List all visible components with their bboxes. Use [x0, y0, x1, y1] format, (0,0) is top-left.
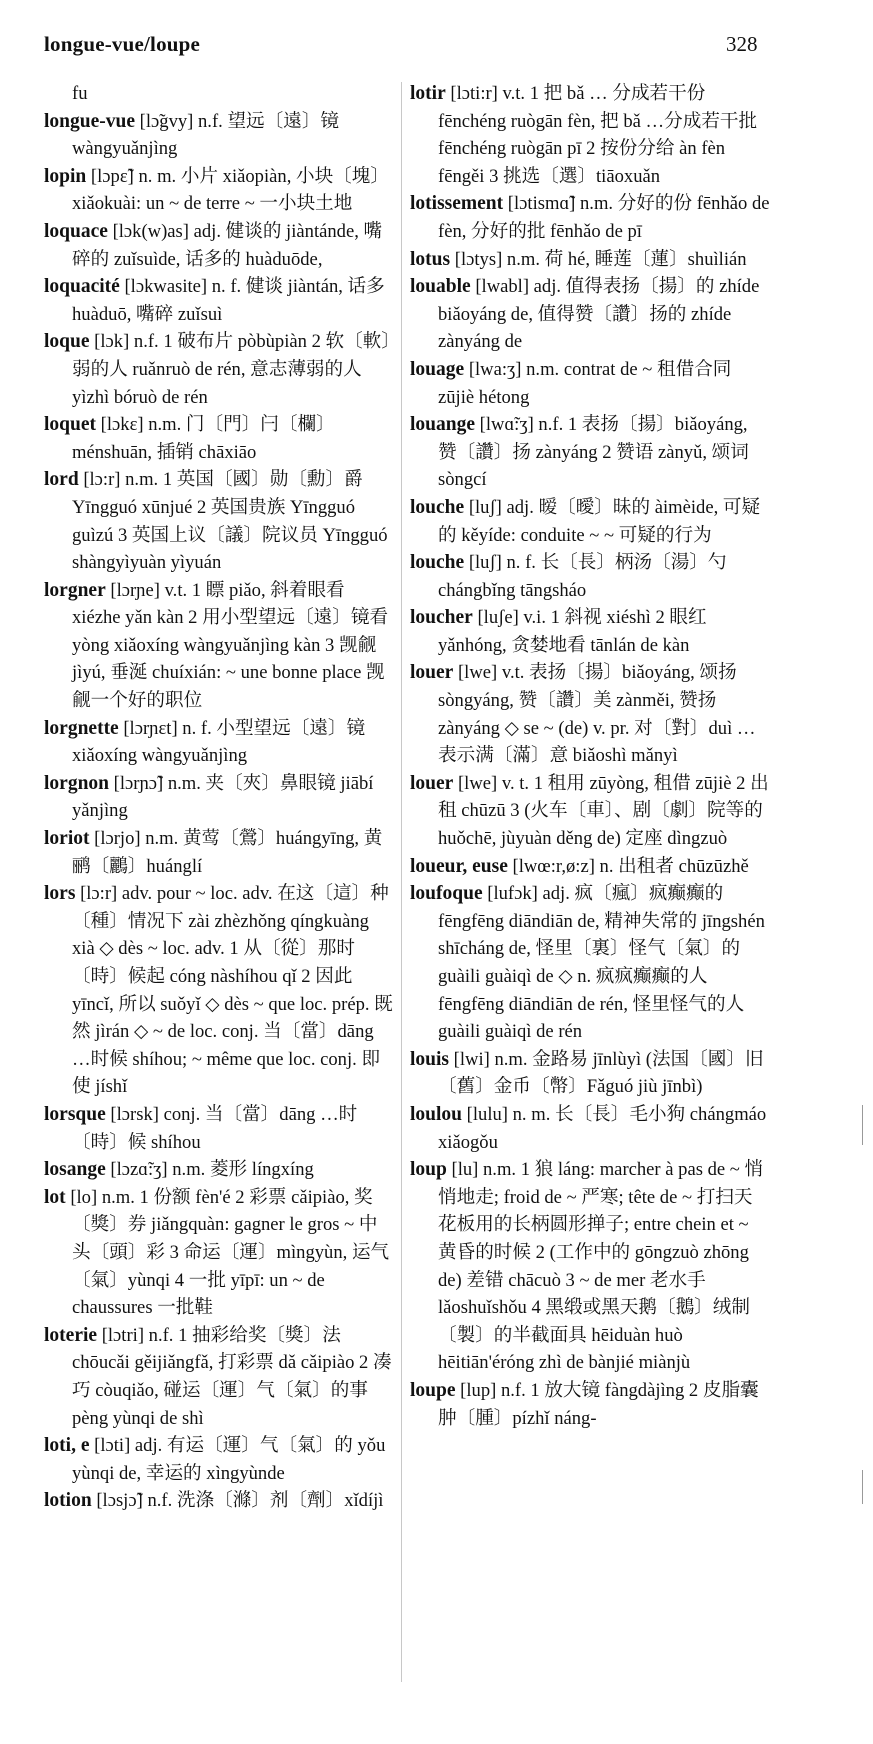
dictionary-entry — [410, 1377, 770, 1432]
dictionary-entry — [410, 356, 770, 411]
entry-headword: lorsque — [44, 1103, 106, 1125]
dictionary-entry — [410, 411, 770, 494]
dictionary-entry — [410, 770, 770, 853]
entry-definition: [luʃe] v.i. 1 斜视 xiéshì 2 眼红 yǎnhóng, 贪婪地看 tānlán de kàn — [438, 607, 707, 656]
entry-definition: [lɔ̃gvy] n.f. 望远〔遠〕镜 wàngyuǎnjìng — [72, 110, 340, 160]
dictionary-entry — [44, 1487, 396, 1515]
left-entries-list — [44, 108, 396, 1515]
entry-definition: [lɔtri] n.f. 1 抽彩给奖〔獎〕法 chōucǎi gěijiǎngfǎ, 打彩票 dǎ cǎipiào 2 凑巧 còuqiǎo, 碰运〔運〕气〔氣〕的事 pèng yùnqi de shì — [72, 1324, 392, 1429]
dictionary-entry — [44, 218, 396, 273]
entry-headword: loupe — [410, 1379, 456, 1401]
entry-headword: loueur, euse — [410, 855, 508, 877]
dictionary-entry — [44, 1322, 396, 1432]
entry-headword: louche — [410, 552, 465, 574]
entry-headword: louable — [410, 276, 471, 298]
dictionary-entry — [44, 108, 396, 163]
entry-definition: [lɔti:r] v.t. 1 把 bǎ … 分成若干份 fēnchéng ruògān fèn, 把 bǎ …分成若干批 fēnchéng ruògān pī 2 按份分给 àn fèn fēngěi 3 挑选〔選〕tiāoxuǎn — [438, 83, 758, 187]
dictionary-entry — [44, 1101, 396, 1156]
entry-headword: lorgner — [44, 579, 106, 601]
entry-headword: lotus — [410, 248, 451, 270]
entry-headword: lotissement — [410, 193, 504, 215]
dictionary-entry — [44, 825, 396, 880]
entry-headword: losange — [44, 1159, 106, 1181]
entry-headword: loufoque — [410, 883, 483, 905]
entry-definition: [lo] n.m. 1 份额 fèn'é 2 彩票 cǎipiào, 奖〔獎〕券 jiǎngquàn: gagner le gros ~ 中头〔頭〕彩 3 命运〔運〕mìngyùn, 运气〔氣〕yùnqi 4 一批 yīpī: un ~ de chaussures 一批鞋 — [65, 1186, 390, 1319]
running-head: longue-vue/loupe — [44, 32, 201, 56]
entry-definition: [lup] n.f. 1 放大镜 fàngdàjìng 2 皮脂囊肿〔腫〕pízhǐ náng- — [438, 1379, 759, 1429]
dictionary-entry — [410, 246, 770, 274]
entry-definition: [lwa:ʒ] n.m. contrat de ~ 租借合同 zūjiè hétong — [438, 358, 732, 408]
entry-definition: [lwœ:r,ø:z] n. 出租者 chūzūzhě — [507, 855, 749, 877]
entry-headword: louange — [410, 414, 476, 436]
dictionary-entry — [410, 659, 770, 769]
entry-definition: [lwɑ̃:ʒ] n.f. 1 表扬〔揚〕biǎoyáng, 赞〔讚〕扬 zànyáng 2 赞语 zànyǔ, 颂词 sòngcí — [438, 414, 749, 491]
dictionary-entry — [44, 328, 396, 411]
entry-headword: lotir — [410, 83, 446, 104]
entry-definition: [lɔsjɔ̃] n.f. 洗涤〔滌〕剂〔劑〕xǐdíjì — [91, 1490, 384, 1512]
dictionary-entry — [410, 494, 770, 549]
entry-headword: loti, e — [44, 1435, 90, 1457]
entry-headword: lord — [44, 469, 79, 491]
dictionary-entry — [410, 273, 770, 356]
left-column — [44, 80, 396, 1515]
entry-headword: loquace — [44, 220, 108, 242]
entry-definition: [lɔk] n.f. 1 破布片 pòbùpiàn 2 软〔軟〕弱的人 ruǎnruò de rén, 意志薄弱的人 yìzhì bóruò de rén — [72, 331, 391, 408]
dictionary-entry — [410, 1046, 770, 1101]
entry-headword: loque — [44, 331, 90, 353]
entry-headword: louage — [410, 358, 465, 380]
dictionary-entry — [410, 1156, 770, 1377]
right-entries-list — [410, 80, 770, 1432]
dictionary-entry — [44, 715, 396, 770]
entry-definition: [lu] n.m. 1 狼 láng: marcher à pas de ~ 悄悄地走; froid de ~ 严寒; tête de ~ 打扫天花板用的长柄圆形掸子; entre chein et ~ 黄昏的时候 2 (工作中的 gōngzuò zhōng de) 差错 chācuò 3 ~ de mer 老水手 lǎoshuǐshǒu 4 黑缎或黑天鹅〔鵝〕绒制〔製〕的半截面具 hēiduàn huò hēitiān'éróng zhì de bànjié miànjù — [438, 1159, 764, 1374]
entry-definition: [lwe] v. t. 1 租用 zūyòng, 租借 zūjiè 2 出租 chūzū 3 (火车〔車〕、剧〔劇〕院等的 huǒchē, jùyuàn děng de) 定座 dìngzuò — [438, 772, 769, 850]
entry-definition: [lɔtys] n.m. 荷 hé, 睡莲〔蓮〕shuìlián — [450, 248, 747, 270]
entry-definition: [lɔti] adj. 有运〔運〕气〔氣〕的 yǒu yùnqi de, 幸运的 xìngyùnde — [72, 1435, 386, 1484]
page-number: 328 — [726, 32, 758, 56]
entry-headword: lotion — [44, 1490, 92, 1512]
entry-definition: [lɔrɲe] v.t. 1 瞟 piǎo, 斜着眼看 xiézhe yǎn kàn 2 用小型望远〔遠〕镜看 yòng xiǎoxíng wàngyuǎnjìng kàn 3 觊觎 jìyú, 垂涎 chuíxián: ~ une bonne place 觊觎一个好的职位 — [72, 579, 389, 712]
entry-headword: lorgnette — [44, 717, 119, 739]
dictionary-entry — [44, 770, 396, 825]
continuation-text: fu — [72, 83, 88, 104]
dictionary-entry — [44, 1156, 396, 1184]
dictionary-entry — [44, 411, 396, 466]
entry-definition: [lɔtismɑ̃] n.m. 分好的份 fēnhǎo de fèn, 分好的批 fēnhǎo de pī — [438, 193, 770, 242]
entry-definition: [lɔrsk] conj. 当〔當〕dāng …时〔時〕候 shíhou — [72, 1103, 358, 1153]
entry-headword: loulou — [410, 1103, 463, 1125]
dictionary-entry — [410, 853, 770, 881]
entry-definition: [lwe] v.t. 表扬〔揚〕biǎoyáng, 颂扬 sòngyáng, 赞〔讚〕美 zànměi, 赞扬 zànyáng ◇ se ~ (de) v. pr. 对〔對〕duì …表示满〔滿〕意 biǎoshì mǎnyì — [438, 662, 756, 767]
entry-definition: [lɔrjo] n.m. 黄莺〔鶯〕huángyīng, 黄鹂〔鸝〕huánglí — [72, 828, 383, 877]
entry-definition: [lɔzɑ̃:ʒ] n.m. 菱形 língxíng — [105, 1159, 314, 1181]
right-column — [410, 80, 770, 1432]
entry-definition: [lɔkwasite] n. f. 健谈 jiàntán, 话多 huàduō, 嘴碎 zuǐsuì — [72, 276, 385, 325]
entry-definition: [luʃ] n. f. 长〔長〕柄汤〔湯〕勺 chángbǐng tāngsháo — [438, 552, 727, 601]
entry-definition: [lɔ:r] adv. pour ~ loc. adv. 在这〔這〕种〔種〕情况下 zài zhèzhǒng qíngkuàng xià ◇ dès ~ loc. adv. 1 从〔從〕那时〔時〕候起 cóng nàshíhou qǐ 2 因此 yīncǐ, 所以 suǒyǐ ◇ dès ~ que loc. prép. 既然 jìrán ◇ ~ de loc. conj. 当〔當〕dāng …时候 shíhou; ~ même que loc. conj. 即使 jíshǐ — [72, 883, 393, 1098]
entry-headword: loup — [410, 1159, 447, 1181]
margin-mark — [862, 1105, 863, 1145]
entry-headword: lopin — [44, 165, 87, 187]
entry-definition: [lɔpɛ̃] n. m. 小片 xiǎopiàn, 小块〔塊〕xiǎokuài: un ~ de terre ~ 一小块土地 — [72, 165, 389, 215]
dictionary-entry — [410, 604, 770, 659]
margin-mark — [862, 1470, 863, 1504]
entry-definition: [lɔrɲɔ̃] n.m. 夹〔夾〕鼻眼镜 jiābí yǎnjìng — [72, 772, 374, 822]
entry-headword: loterie — [44, 1324, 98, 1346]
entry-headword: louer — [410, 662, 454, 684]
entry-headword: loquacité — [44, 276, 120, 298]
entry-headword: lot — [44, 1186, 66, 1208]
dictionary-entry — [410, 880, 770, 1046]
entry-definition: [lɔ:r] n.m. 1 英国〔國〕勋〔勳〕爵 Yīngguó xūnjué 2 英国贵族 Yīngguó guìzú 3 英国上议〔議〕院议员 Yīngguó shàngyìyuàn yìyuán — [72, 469, 388, 574]
dictionary-entry — [410, 1101, 770, 1156]
entry-headword: loucher — [410, 607, 473, 629]
entry-headword: louer — [410, 772, 454, 794]
entry-definition: [lɔkɛ] n.m. 门〔門〕闩〔欄〕ménshuān, 插销 chāxiāo — [72, 414, 335, 463]
dictionary-entry — [44, 466, 396, 576]
dictionary-entry — [44, 1184, 396, 1322]
entry-definition: [lɔk(w)as] adj. 健谈的 jiàntánde, 嘴碎的 zuǐsuìde, 话多的 huàduōde, — [72, 220, 383, 270]
entry-definition: [luʃ] adj. 暧〔曖〕昧的 àimèide, 可疑的 kěyíde: conduite ~ ~ 可疑的行为 — [438, 496, 761, 546]
entry-headword: loriot — [44, 828, 90, 850]
entry-definition: [lɔrɲɛt] n. f. 小型望远〔遠〕镜 xiǎoxíng wàngyuǎnjìng — [72, 717, 366, 767]
dictionary-entry — [410, 549, 770, 604]
dictionary-entry — [44, 1432, 396, 1487]
dictionary-entry — [44, 163, 396, 218]
entry-definition: [lulu] n. m. 长〔長〕毛小狗 chángmáo xiǎogǒu — [438, 1103, 767, 1153]
entry-headword: longue-vue — [44, 110, 136, 132]
entry-definition: [lwi] n.m. 金路易 jīnlùyì (法国〔國〕旧〔舊〕金币〔幣〕Fǎguó jiù jīnbì) — [438, 1048, 764, 1098]
entry-definition: [lwabl] adj. 值得表扬〔揚〕的 zhíde biǎoyáng de, 值得赞〔讚〕扬的 zhíde zànyáng de — [438, 276, 760, 353]
dictionary-entry — [410, 80, 770, 190]
entry-headword: louis — [410, 1048, 450, 1070]
entry-headword: loquet — [44, 414, 97, 436]
entry-headword: louche — [410, 496, 465, 518]
entry-definition: [lufɔk] adj. 疯〔瘋〕疯癫癫的 fēngfēng diāndiān de, 精神失常的 jīngshén shīcháng de, 怪里〔裏〕怪气〔氣〕的 guàili guàiqì de ◇ n. 疯疯癫癫的人 fēngfēng diāndiān de rén, 怪里怪气的人 guàili guàiqì de rén — [438, 883, 765, 1043]
dictionary-entry — [410, 190, 770, 245]
dictionary-entry — [44, 880, 396, 1101]
entry-headword: lors — [44, 883, 76, 905]
entry-headword: lorgnon — [44, 772, 110, 794]
dictionary-entry — [44, 577, 396, 715]
column-divider — [401, 82, 402, 1682]
dictionary-entry — [44, 273, 396, 328]
